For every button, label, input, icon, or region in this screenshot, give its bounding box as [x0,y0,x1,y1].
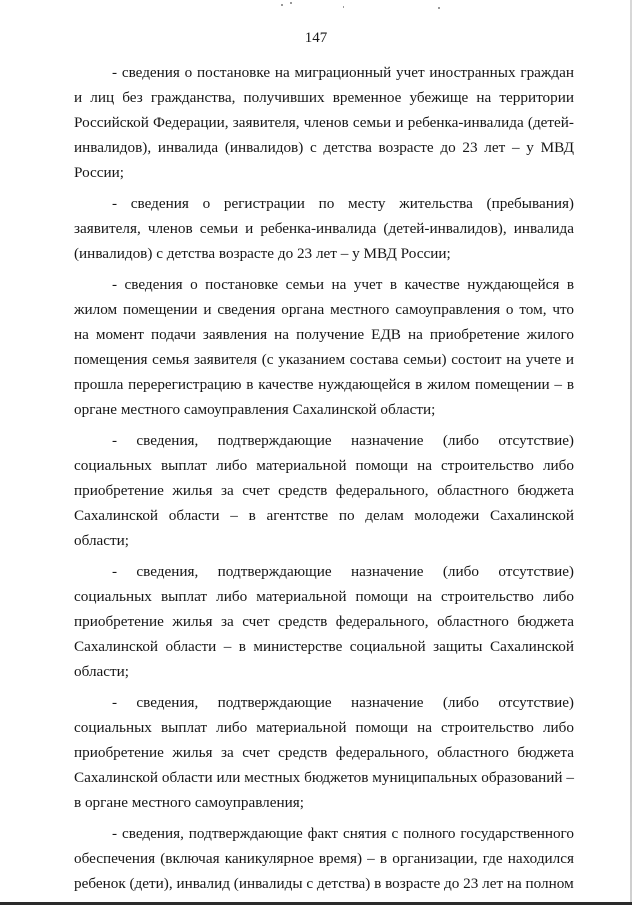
document-body [74,60,574,896]
scan-speck [343,6,344,8]
scan-speck [290,2,292,4]
scan-speck [281,4,283,6]
paragraph-residence-registration: - сведения о регистрации по месту жительства (пребывания) заявителя, членов семьи и ребенка-инвалида (детей-инвалидов), инвалида (инвалидов) с детства возрасте до 23 лет – у МВД России; [74,195,574,262]
paragraph-migration-registration: - сведения о постановке на миграционный учет иностранных граждан и лиц без гражданства, получивших временное убежище на территории Российской Федерации, заявителя, членов семьи и ребенка-инвалида (детей-инвалидов), инвалида (инвалидов) с детства возрасте до 23 лет – у МВД России; [74,64,574,181]
scan-speck [438,7,440,9]
paragraph-social-protection-ministry: - сведения, подтверждающие назначение (либо отсутствие) социальных выплат либо материальной помощи на строительство либо приобретение жилья за счет средств федерального, областного бюджета Сахалинской области – в министерстве социальной защиты Сахалинской области; [74,563,574,680]
paragraph-local-government: - сведения, подтверждающие назначение (либо отсутствие) социальных выплат либо материальной помощи на строительство либо приобретение жилья за счет средств федерального, областного бюджета Сахалинской области или местных бюджетов муниципальных образований – в органе местного самоуправления; [74,694,574,811]
page-number: 147 [304,30,328,46]
paragraph-state-support-removal: - сведения, подтверждающие факт снятия с полного государственного обеспечения (включая каникулярное время) – в организации, где находился ребенок (дети), инвалид (инвалиды с детства) в возрасте до 23 лет на полном [74,825,574,892]
paragraph-housing-queue: - сведения о постановке семьи на учет в качестве нуждающейся в жилом помещении и сведения органа местного самоуправления о том, что на момент подачи заявления на получение ЕДВ на приобретение жилого помещения семья заявителя (с указанием состава семьи) состоит на учете и прошла перерегистрацию в качестве нуждающейся в жилом помещении – в органе местного самоуправления Сахалинской области; [74,276,574,418]
paragraph-youth-agency: - сведения, подтверждающие назначение (либо отсутствие) социальных выплат либо материальной помощи на строительство либо приобретение жилья за счет средств федерального, областного бюджета Сахалинской области – в агентстве по делам молодежи Сахалинской области; [74,432,574,549]
